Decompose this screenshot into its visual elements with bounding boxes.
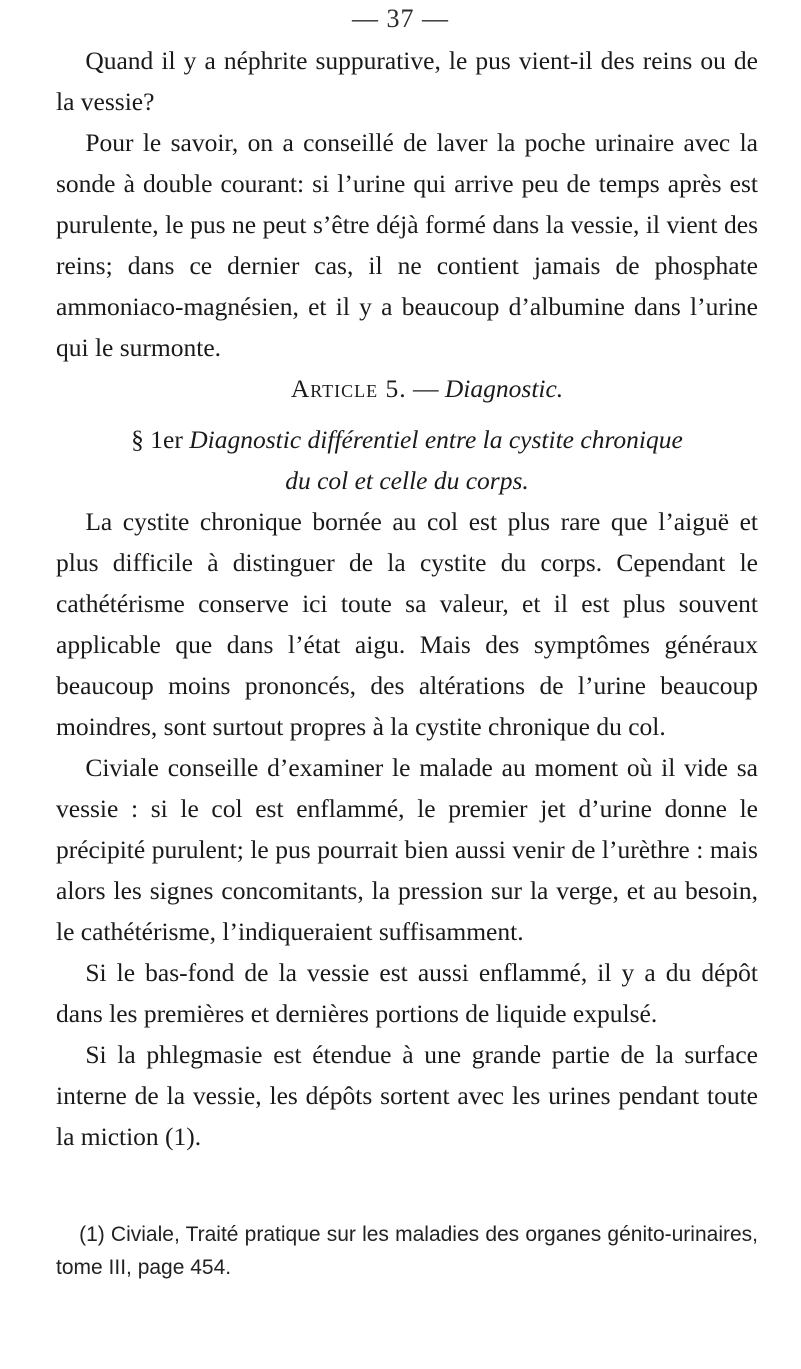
footnote: (1) Civiale, Traité pratique sur les maladies des organes génito-urinaires, tome III, page 454.: [56, 1223, 758, 1279]
section-marker: § 1er: [131, 425, 183, 454]
section-title-line2: du col et celle du corps.: [285, 466, 529, 495]
article-heading: [56, 368, 758, 409]
article-separator: —: [406, 374, 445, 403]
paragraph-bas-fond: Si le bas-fond de la vessie est aussi enflammé, il y a du dépôt dans les premières et dernières portions de liquide expulsé.: [56, 958, 758, 1028]
section-heading: [56, 419, 758, 501]
article-label: Article 5.: [290, 374, 407, 403]
paragraph-chronic-cystitis: La cystite chronique bornée au col est plus rare que l’aiguë et plus difficile à distinguer de la cystite du corps. Cependant le cathétérisme conserve ici toute sa valeur, et il est plus souvent applicable que dans l’état aigu. Mais des symptômes généraux beaucoup moins prononcés, des altérations de l’urine beaucoup moindres, sont surtout propres à la cystite chronique du col.: [56, 507, 758, 741]
paragraph-nephrite-question: Quand il y a néphrite suppurative, le pus vient-il des reins ou de la vessie?: [56, 46, 758, 116]
article-title: Diagnostic.: [444, 374, 564, 403]
paragraph-civiale-advice: Civiale conseille d’examiner le malade au moment où il vide sa vessie : si le col est enflammé, le premier jet d’urine donne le précipité purulent; le pus pourrait bien aussi venir de l’urèthre : mais alors les signes concomitants, la pression sur la verge, et au besoin, le cathétérisme, l’indiqueraient suffisamment.: [56, 753, 758, 946]
paragraph-phlegmasie: Si la phlegmasie est étendue à une grande partie de la surface interne de la vessie, les dépôts sortent avec les urines pendant toute la miction (1).: [56, 1040, 758, 1151]
page-body: [56, 40, 758, 1157]
page-number: — 37 —: [352, 4, 449, 33]
section-title-line1: Diagnostic différentiel entre la cystite chronique: [189, 425, 683, 454]
paragraph-bladder-wash: Pour le savoir, on a conseillé de laver la poche urinaire avec la sonde à double courant: si l’urine qui arrive peu de temps après est purulente, le pus ne peut s’être déjà formé dans la vessie, il vient des reins; dans ce dernier cas, il ne contient jamais de phosphate ammoniaco-magnésien, et il y a beaucoup d’albumine dans l’urine qui le surmonte.: [56, 128, 758, 362]
